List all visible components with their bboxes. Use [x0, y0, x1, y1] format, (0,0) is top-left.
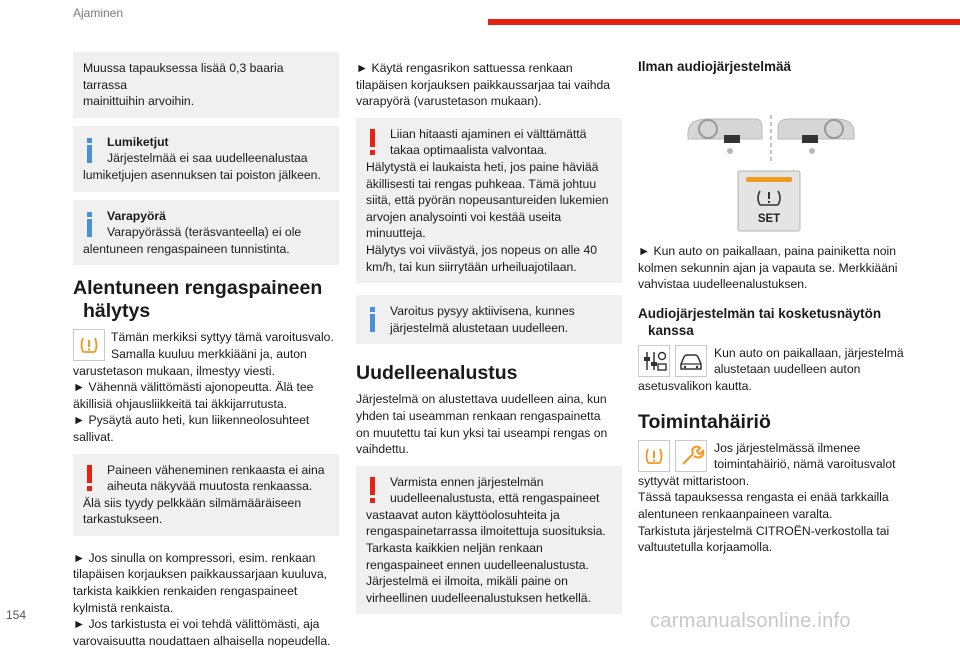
- text-line: Paineen väheneminen renkaasta ei aina: [107, 462, 325, 477]
- text-line: Jos järjestelmässä ilmenee: [714, 440, 861, 455]
- text-line: siitä, että pyörän nopeusantureiden lukemien: [366, 193, 609, 208]
- text-line: km/h, tai kun siirrytään urheiluajotilaan.: [366, 259, 577, 274]
- text-line: järjestelmä alustetaan uudelleen.: [390, 320, 569, 335]
- text-line: alentuneen renkaanpaineen varalta.: [638, 506, 833, 521]
- text-line: kolmen sekunnin ajan ja vapauta se. Merkkiääni: [638, 260, 898, 275]
- tyre-pressure-warning-icon: [638, 440, 670, 472]
- text-line: rengaspaineet ennen uudelleenalustusta.: [366, 557, 589, 572]
- text-line: Liian hitaasti ajaminen ei välttämättä: [390, 126, 587, 141]
- text-line: sallivat.: [73, 429, 114, 444]
- heading-line: Audiojärjestelmän tai kosketusnäytön: [638, 305, 882, 321]
- text-line: ► Käytä rengasrikon sattuessa renkaan: [356, 61, 573, 75]
- text-line: Älä siis tyydy pelkkään silmämääräiseen: [83, 495, 302, 510]
- heading-low-pressure-alert: [73, 277, 339, 323]
- text-line: Tarkistuta järjestelmä CITROËN-verkostolla tai: [638, 523, 890, 538]
- text-line: virheellinen uudelleenalustuksen hetkellä.: [366, 590, 591, 605]
- text-line: Tarkasta kaikkien neljän renkaan: [366, 541, 543, 556]
- text-line: Varapyörässä (teräsvanteella) ei ole: [107, 225, 302, 240]
- text-line: minuutteja.: [366, 226, 426, 241]
- text-line: Tässä tapauksessa rengasta ei enää tarkkailla: [638, 490, 889, 505]
- repair-kit-paragraph: [356, 60, 622, 110]
- text-line: on muutettu tai kun yksi tai useampi rengas on: [356, 425, 608, 440]
- text-line: ► Kun auto on paikallaan, paina painiketta noin: [638, 244, 897, 258]
- text-line: Samalla kuuluu merkkiääni ja, auton: [111, 346, 307, 361]
- page-header: Ajaminen: [73, 6, 124, 20]
- text-line: Varmista ennen järjestelmän: [390, 474, 544, 489]
- text-line: toimintahäiriö, nämä varoitusvalot: [714, 457, 896, 472]
- warning-icon: [87, 465, 93, 493]
- heading-line: Alentuneen rengaspaineen: [73, 277, 323, 300]
- heading-reinitialisation: Uudelleenalustus: [356, 362, 518, 385]
- text-line: varapyörä (varustetason mukaan).: [356, 94, 542, 109]
- warning-check-pressures: [356, 466, 622, 615]
- text-line: rengaspainetarrassa ilmoitettuja suosituksia.: [366, 524, 606, 539]
- text-line: Järjestelmä on alustettava uudelleen aina, kun: [356, 392, 607, 407]
- column-3: [638, 52, 904, 564]
- text-line: arvojen analysointi voi kestää useita: [366, 209, 562, 224]
- reinit-paragraph: [356, 391, 622, 457]
- text-line: yhden tai useamman renkaan rengaspainetta: [356, 408, 601, 423]
- touchscreen-paragraph: [638, 345, 904, 395]
- note-pressure-extra: [73, 52, 339, 118]
- service-wrench-icon: [675, 440, 707, 472]
- text-line: syttyvät mittaristoon.: [638, 473, 750, 488]
- set-button-label: SET: [757, 213, 781, 225]
- info-icon: [86, 212, 94, 238]
- text-line: aiheuta näkyvää muutosta renkaassa.: [107, 479, 313, 494]
- text-line: ► Jos sinulla on kompressori, esim. renkaan: [73, 550, 316, 565]
- text-line: takaa optimaalista valvontaa.: [390, 143, 548, 158]
- compressor-paragraph: [73, 550, 339, 650]
- text-line: alentuneen rengaspaineen tunnistinta.: [83, 241, 290, 256]
- tyre-pressure-warning-icon: [73, 329, 105, 361]
- car-menu-icon: [675, 345, 707, 377]
- text-line: Tämän merkiksi syttyy tämä varoitusvalo.: [111, 330, 334, 345]
- warning-visual-check: [73, 454, 339, 536]
- settings-menu-icon: [638, 345, 670, 377]
- text-line: varustetason mukaan, ilmestyy viesti.: [73, 363, 275, 378]
- note-snow-chains: [73, 126, 339, 192]
- text-line: kylmistä renkaista.: [73, 600, 174, 615]
- text-line: ► Vähennä välittömästi ajonopeutta. Älä tee: [73, 380, 314, 395]
- subheading-with-audio: [638, 305, 904, 339]
- text-line: vaihdettu.: [356, 442, 409, 457]
- header-accent-bar: [488, 19, 960, 25]
- text-line: äkillisiä ohjausliikkeitä tai äkkijarrutusta.: [73, 396, 288, 411]
- text-line: varovaisuutta noudattaen alhaisella nopeudella.: [73, 633, 331, 648]
- text-line: ► Pysäytä auto heti, kun liikenneolosuhteet: [73, 413, 310, 428]
- info-icon: [369, 307, 377, 333]
- note-title: Varapyörä: [107, 208, 166, 223]
- text-line: tarkista kaikkien renkaiden rengaspaineet: [73, 584, 298, 599]
- warning-slow-driving: [356, 118, 622, 283]
- text-line: tilapäisen korjauksen paikkaussarjaa tai vaihda: [356, 77, 611, 92]
- column-2: [356, 52, 622, 622]
- text-line: alustetaan uudelleen auton: [714, 362, 861, 377]
- note-title: Lumiketjut: [107, 134, 169, 149]
- text-line: Muussa tapauksessa lisää 0,3 baaria tarrassa: [83, 61, 284, 92]
- set-button-illustration: [638, 81, 904, 239]
- text-line: mainittuihin arvoihin.: [83, 94, 195, 109]
- text-line: valtuutetulla korjaamolla.: [638, 540, 773, 555]
- heading-line: hälytys: [83, 300, 151, 323]
- heading-line: kanssa: [648, 322, 694, 338]
- warning-icon: [370, 477, 376, 505]
- text-line: vastaavat auton käyttöolosuhteita ja: [366, 507, 560, 522]
- text-line: äkillisesti tai rengas puhkeaa. Tämä johtuu: [366, 176, 597, 191]
- note-spare-wheel: [73, 200, 339, 266]
- text-line: Järjestelmää ei saa uudelleenalustaa: [107, 151, 308, 166]
- text-line: vahvistaa uudelleenalustuksen.: [638, 277, 808, 292]
- text-line: Hälytys voi viivästyä, jos nopeus on alle 40: [366, 242, 598, 257]
- watermark: carmanualsonline.info: [650, 610, 851, 632]
- column-1: [73, 52, 339, 657]
- text-line: lumiketjujen asennuksen tai poiston jälkeen.: [83, 167, 321, 182]
- text-line: uudelleenalustusta, että rengaspaineet: [390, 491, 600, 506]
- low-pressure-paragraph: [73, 329, 339, 445]
- info-icon: [86, 138, 94, 164]
- malfunction-paragraph: [638, 440, 904, 556]
- heading-malfunction: Toimintahäiriö: [638, 410, 771, 433]
- text-line: Järjestelmä ei ilmoita, mikäli paine on: [366, 574, 568, 589]
- set-button-paragraph: [638, 243, 904, 293]
- page-number: 154: [6, 608, 27, 622]
- text-line: ► Jos tarkistusta ei voi tehdä välittömästi, aja: [73, 617, 320, 632]
- text-line: tilapäisen korjauksen paikkaussarjaan kuuluva,: [73, 567, 328, 582]
- text-line: Varoitus pysyy aktiivisena, kunnes: [390, 304, 575, 319]
- text-line: Kun auto on paikallaan, järjestelmä: [714, 345, 904, 360]
- text-line: asetusvalikon kautta.: [638, 378, 752, 393]
- text-line: Hälytystä ei laukaista heti, jos paine häviää: [366, 159, 599, 174]
- note-warning-active: [356, 295, 622, 344]
- text-line: tarkastukseen.: [83, 512, 163, 527]
- subheading-without-audio: Ilman audiojärjestelmää: [638, 59, 792, 74]
- warning-icon: [370, 129, 376, 157]
